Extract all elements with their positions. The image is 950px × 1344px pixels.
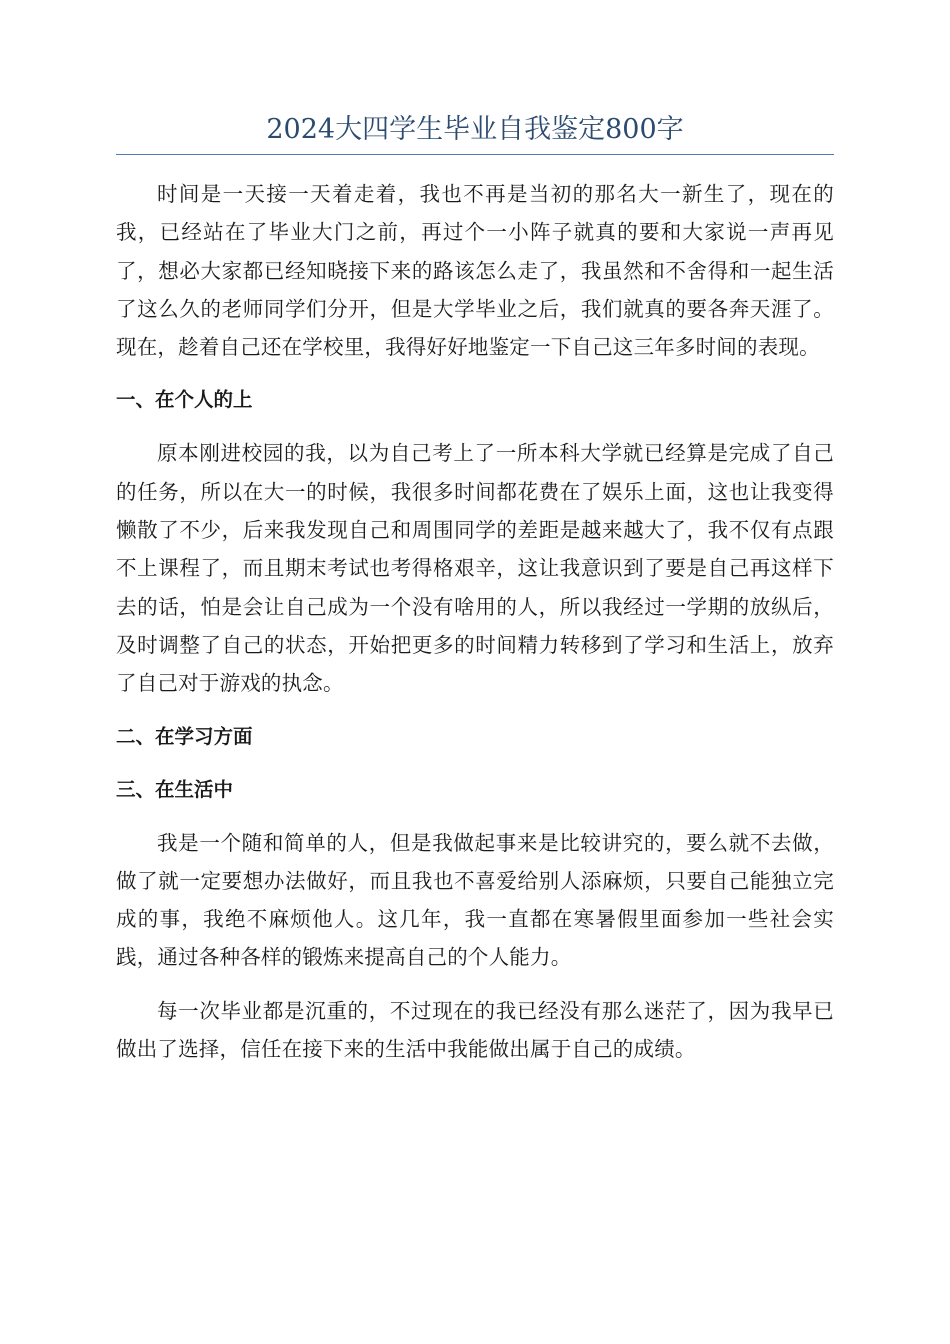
document-page: [116, 108, 834, 1083]
section-life-paragraph: 我是一个随和简单的人，但是我做起事来是比较讲究的，要么就不去做，做了就一定要想办法做好，而且我也不喜爱给别人添麻烦，只要自己能独立完成的事，我绝不麻烦他人。这几年，我一直都在寒暑假里面参加一些社会实践，通过各种各样的锻炼来提高自己的个人能力。: [116, 830, 834, 970]
document-title: 2024大四学生毕业自我鉴定800字: [266, 114, 684, 145]
section-heading-study: 二、在学习方面: [116, 724, 253, 748]
closing-paragraph: 每一次毕业都是沉重的，不过现在的我已经没有那么迷茫了，因为我早已做出了选择，信任在接下来的生活中我能做出属于自己的成绩。: [116, 998, 834, 1062]
title-underline: [116, 154, 834, 155]
section-heading-personal: 一、在个人的上: [116, 388, 253, 412]
section-heading-life: 三、在生活中: [116, 777, 234, 801]
intro-paragraph: 时间是一天接一天着走着，我也不再是当初的那名大一新生了，现在的我，已经站在了毕业大门之前，再过个一小阵子就真的要和大家说一声再见了，想必大家都已经知晓接下来的路该怎么走了，我虽然和不舍得和一起生活了这么久的老师同学们分开，但是大学毕业之后，我们就真的要各奔天涯了。现在，趁着自己还在学校里，我得好好地鉴定一下自己这三年多时间的表现。: [116, 182, 834, 360]
section-personal-paragraph: 原本刚进校园的我，以为自己考上了一所本科大学就已经算是完成了自己的任务，所以在大一的时候，我很多时间都花费在了娱乐上面，这也让我变得懒散了不少，后来我发现自己和周围同学的差距是越来越大了，我不仅有点跟不上课程了，而且期末考试也考得格艰辛，这让我意识到了要是自己再这样下去的话，怕是会让自己成为一个没有啥用的人，所以我经过一学期的放纵后，及时调整了自己的状态，开始把更多的时间精力转移到了学习和生活上，放弃了自己对于游戏的执念。: [116, 441, 834, 696]
